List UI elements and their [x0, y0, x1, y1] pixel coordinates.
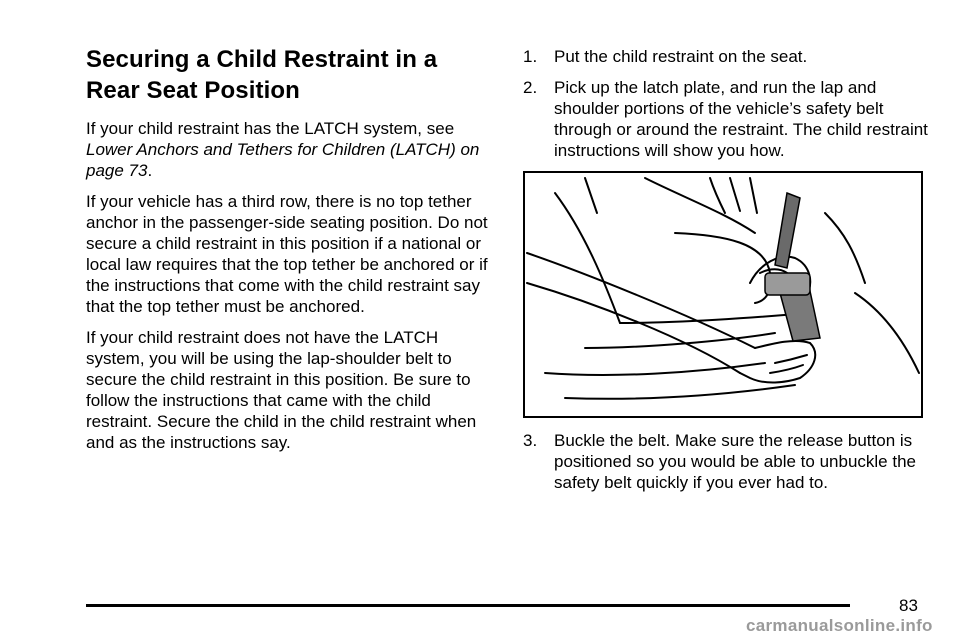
- step-item: [523, 77, 933, 161]
- steps-list: [523, 46, 933, 161]
- seat-seam-line: [730, 178, 740, 211]
- seat-seam-line: [585, 178, 597, 213]
- floor-line: [565, 385, 795, 399]
- no-latch-paragraph: If your child restraint does not have the LATCH system, you will be using the lap-shoulder belt to secure the child restraint in this position. Be sure to follow the instructions that came with the child restraint. Secure the child in the child restraint when and as the instructions say.: [86, 328, 477, 452]
- latch-page-reference: Lower Anchors and Tethers for Children (LATCH) on page 73: [86, 140, 480, 180]
- step-text: Pick up the latch plate, and run the lap and shoulder portions of the vehicle’s safety belt through or around the restraint. The child restraint instructions will show you how.: [554, 78, 928, 160]
- latch-paragraph-end: .: [147, 161, 153, 180]
- step-text: Buckle the belt. Make sure the release button is positioned so you would be able to unbuckle the safety belt quickly if you ever had to.: [554, 431, 916, 492]
- cushion-edge: [620, 313, 805, 323]
- seat-side-line: [825, 213, 865, 283]
- step-text: Put the child restraint on the seat.: [554, 47, 808, 66]
- footer-rule: [86, 604, 850, 607]
- right-column: [523, 46, 933, 503]
- step-number: 2.: [523, 78, 538, 97]
- page-number: 83: [899, 596, 918, 615]
- latch-paragraph: [86, 118, 496, 181]
- seat-side-line: [855, 293, 919, 373]
- finger-line: [770, 365, 803, 373]
- cushion-outline: [675, 233, 771, 303]
- left-column: [86, 44, 496, 463]
- finger-line: [775, 355, 807, 363]
- step-number: 3.: [523, 431, 538, 450]
- belt-routing-illustration: [523, 171, 923, 418]
- site-watermark: carmanualsonline.info: [746, 616, 933, 635]
- seat-seam-line: [750, 178, 757, 213]
- step-item: [523, 430, 933, 493]
- arm-upper-edge: [527, 253, 755, 348]
- arm-lower-edge: [527, 283, 740, 373]
- lap-belt: [780, 291, 820, 341]
- latch-plate: [765, 273, 810, 295]
- steps-list-continued: [523, 430, 933, 493]
- shoulder-belt: [775, 193, 800, 268]
- third-row-paragraph: If your vehicle has a third row, there is no top tether anchor in the passenger-side seating position. Do not secure a child restraint in this position if a national or local law requires that the top tether be anchored or if the instructions that come with the child restraint say that the top tether must be anchored.: [86, 192, 488, 316]
- belt-routing-drawing: [525, 173, 921, 416]
- seat-seam-line: [710, 178, 725, 213]
- section-title: Securing a Child Restraint in a Rear Seat Position: [86, 46, 438, 104]
- latch-paragraph-text: If your child restraint has the LATCH system, see: [86, 119, 455, 138]
- step-number: 1.: [523, 47, 538, 66]
- step-item: [523, 46, 933, 67]
